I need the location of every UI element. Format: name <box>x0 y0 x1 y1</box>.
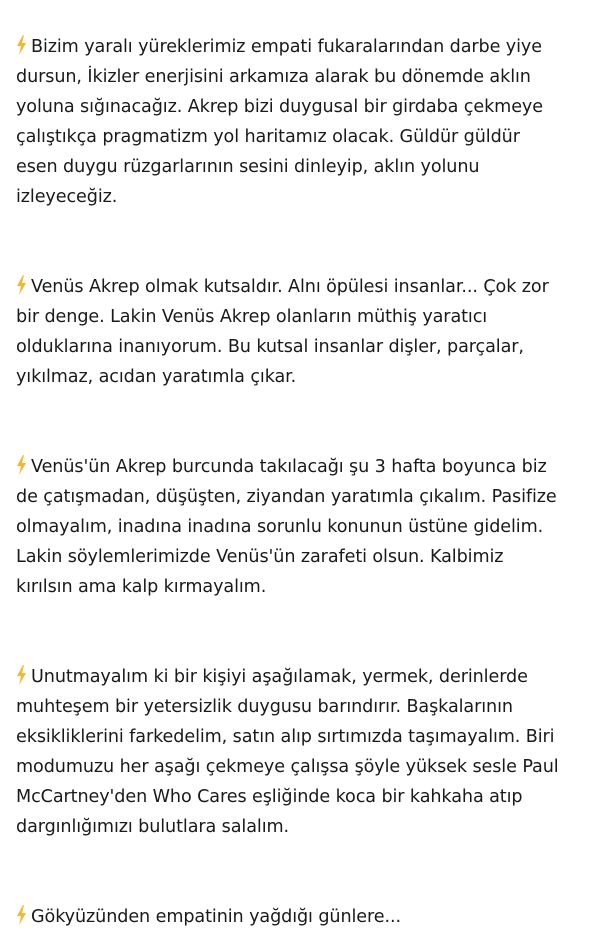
paragraph-1 <box>16 2 598 212</box>
paragraph-text: Gökyüzünden empatinin yağdığı günlere... <box>31 907 401 927</box>
paragraph-text: Unutmayalım ki bir kişiyi aşağılamak, yermek, derinlerde muhteşem bir yetersizlik duygusu barındırır. Başkalarının eksikliklerini farkedelim, satın alıp sırtımızda taşımayalım. Biri modumuzu her aşağı çekmeye çalışsa şöyle yüksek sesle Paul McCartney'den Who Cares eşliğinde koca bir kahkaha atıp dargınlığımızı bulutlara salalım. <box>16 667 559 837</box>
paragraph-3 <box>16 422 598 602</box>
paragraph-text: Bizim yaralı yüreklerimiz empati fukaralarından darbe yiye dursun, İkizler enerjisini arkamıza alarak bu dönemde aklın yoluna sığınacağız. Akrep bizi duygusal bir girdaba çekmeye çalıştıkça pragmatizm yol haritamız olacak. Güldür güldür esen duygu rüzgarlarının sesini dinleyip, aklın yolunu izleyeceğiz. <box>16 37 543 207</box>
lightning-icon <box>16 275 27 295</box>
paragraph-5 <box>16 872 598 932</box>
paragraph-text: Venüs Akrep olmak kutsaldır. Alnı öpülesi insanlar... Çok zor bir denge. Lakin Venüs Akrep olanların müthiş yaratıcı olduklarına inanıyorum. Bu kutsal insanlar dişler, parçalar, yıkılmaz, acıdan yaratımla çıkar. <box>16 277 549 387</box>
message-body <box>16 2 598 932</box>
paragraph-text: Venüs'ün Akrep burcunda takılacağı şu 3 hafta boyunca biz de çatışmadan, düşüşten, ziyandan yaratımla çıkalım. Pasifize olmayalım, inadına inadına sorunlu konunun üstüne gidelim. Lakin söylemlerimizde Venüs'ün zarafeti olsun. Kalbimiz kırılsın ama kalp kırmayalım. <box>16 457 557 597</box>
paragraph-4 <box>16 632 598 842</box>
paragraph-2 <box>16 242 598 392</box>
lightning-icon <box>16 455 27 475</box>
lightning-icon <box>16 905 27 925</box>
lightning-icon <box>16 35 27 55</box>
lightning-icon <box>16 665 27 685</box>
